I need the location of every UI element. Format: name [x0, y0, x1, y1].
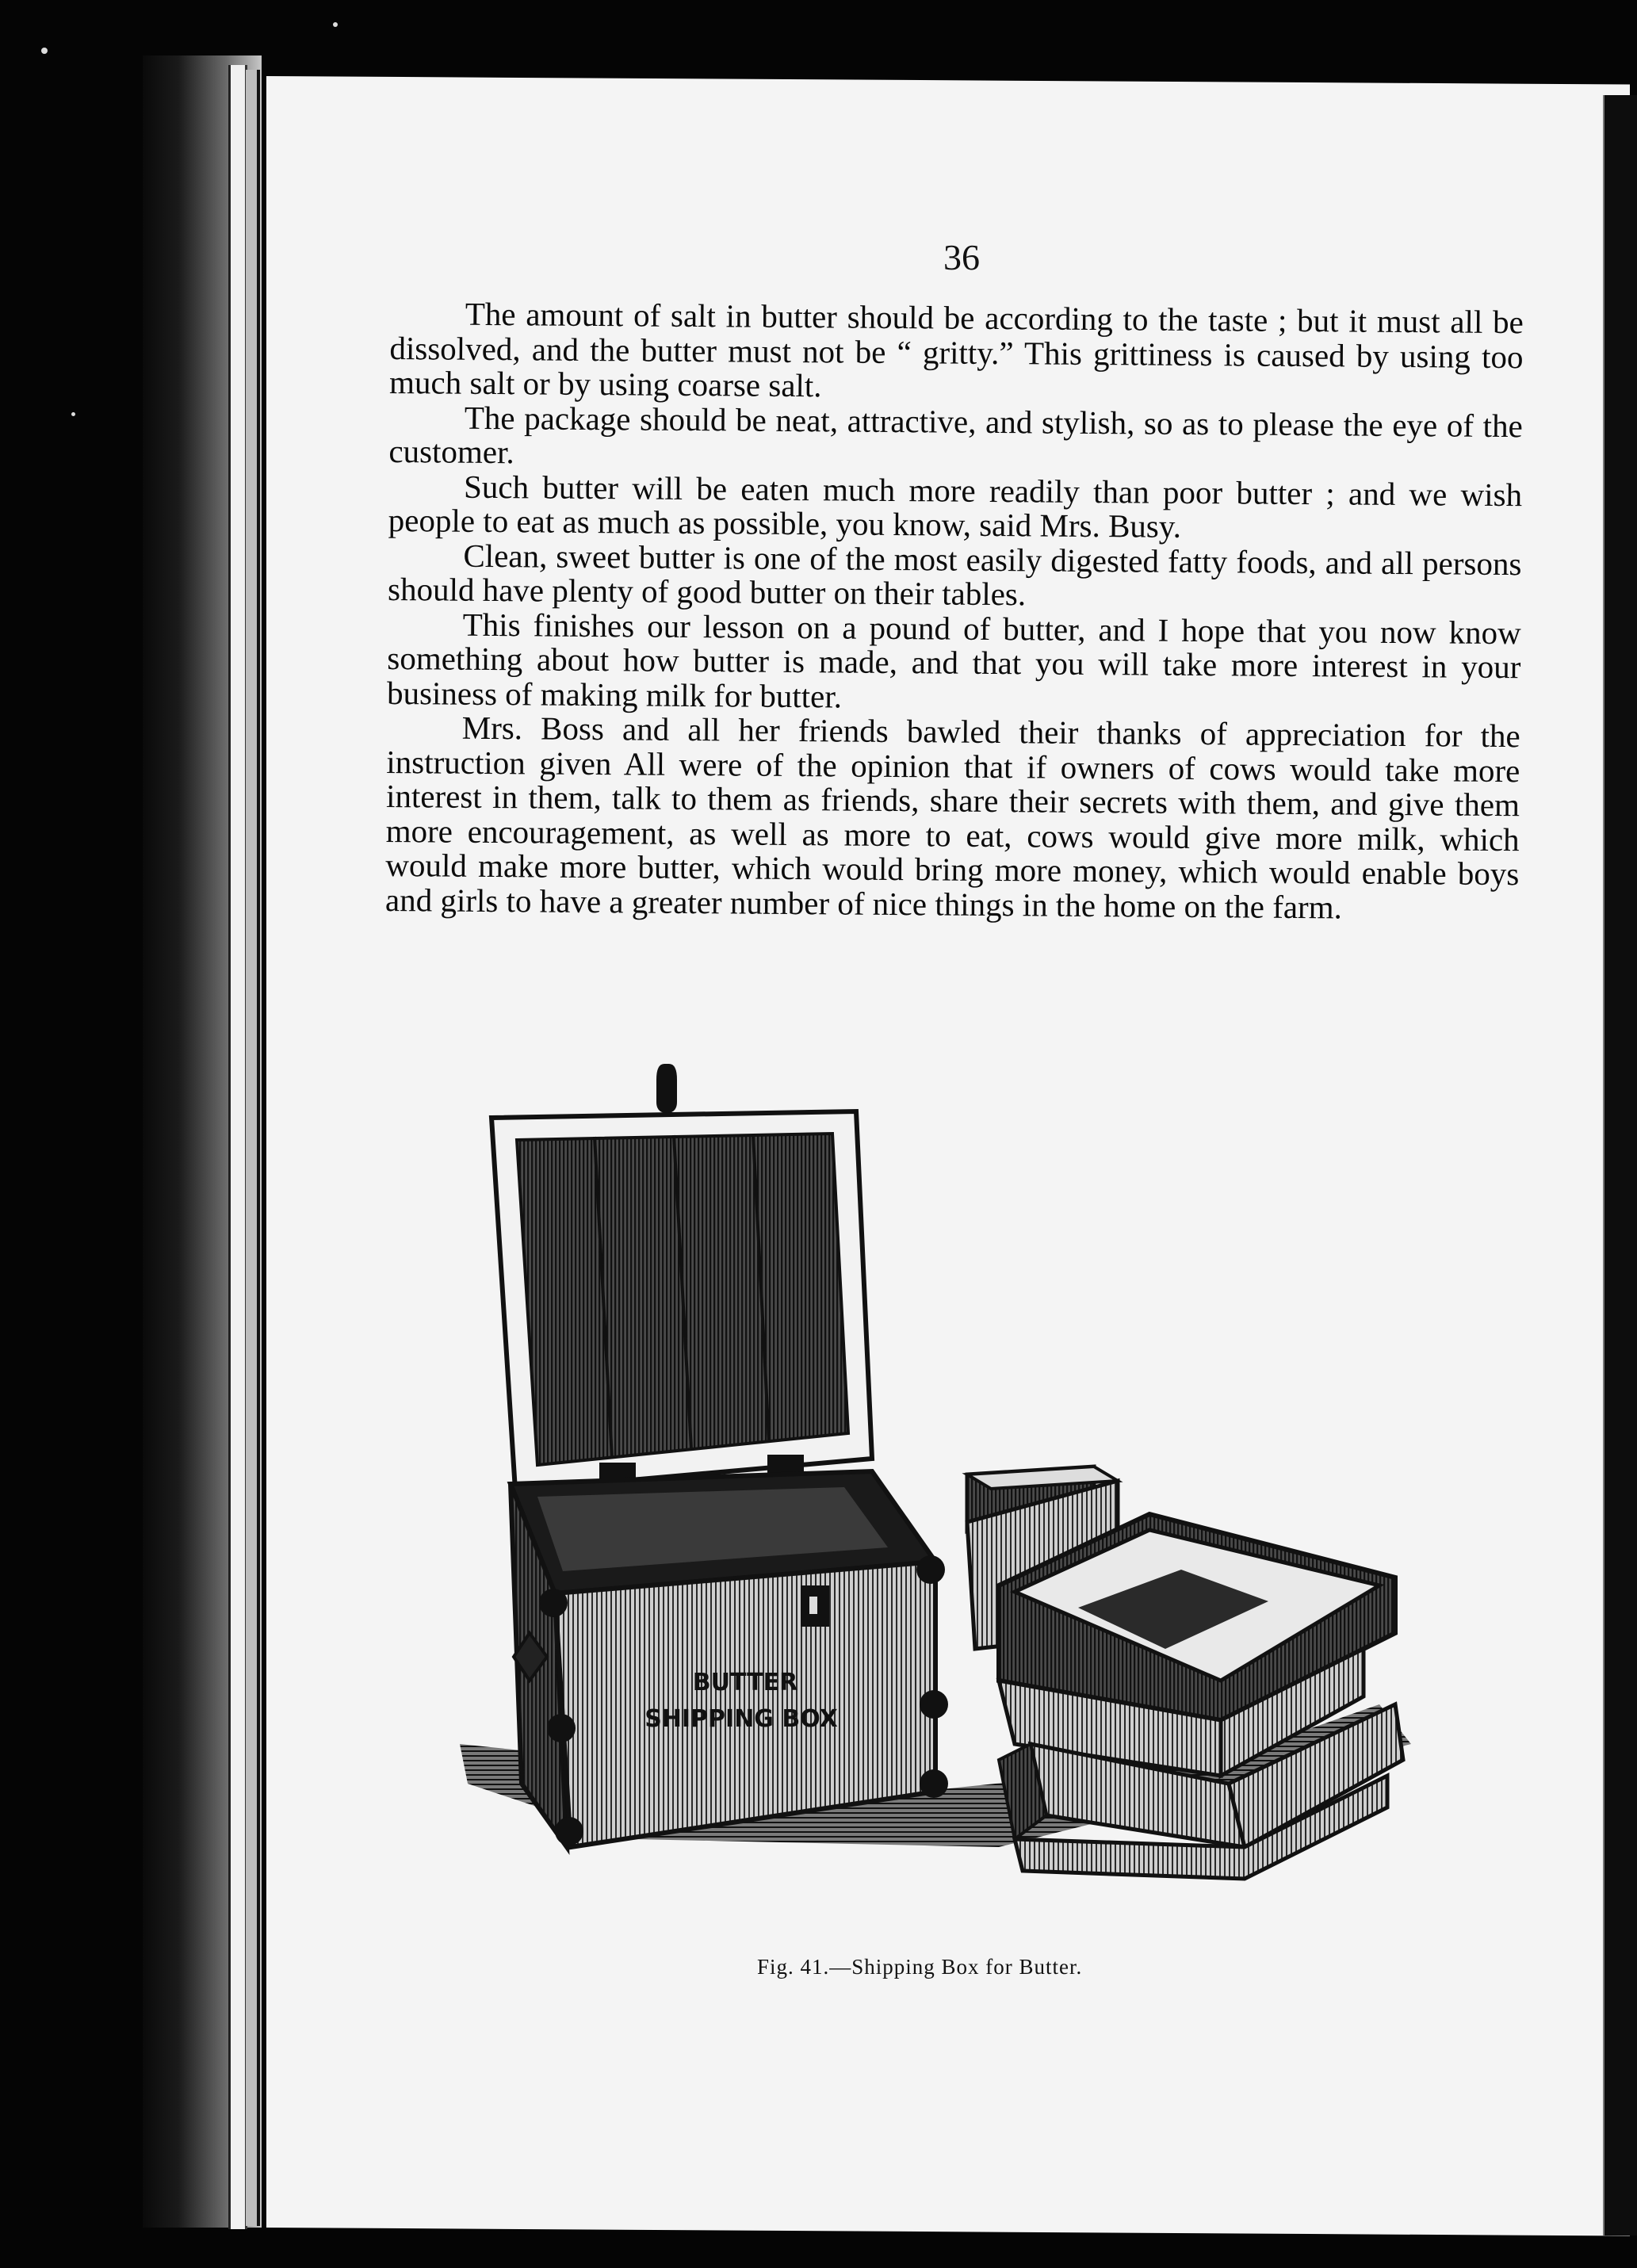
box-label-line2: SHIPPING BOX: [644, 1705, 838, 1733]
figure-caption: Fig. 41.—Shipping Box for Butter.: [757, 1955, 1083, 1979]
paragraph: Clean, sweet butter is one of the most easily digested fatty foods, and all persons should have plenty of good butter on their tables.: [387, 537, 1522, 613]
scan-speck: [41, 48, 48, 54]
box-label-line1: BUTTER: [692, 1669, 798, 1696]
lid-handle: [656, 1064, 677, 1113]
scan-speck: [333, 22, 338, 27]
paragraph: The amount of salt in butter should be according to the taste ; but it must all be dissolved, and the butter must not be “ gritty.” This grittiness is caused by using too much salt or by using coarse salt.: [388, 295, 1524, 404]
shipping-box-illustration: [444, 1046, 1443, 1942]
page-edge-strip: [228, 65, 247, 2229]
paragraph: Mrs. Boss and all her friends bawled their thanks of appreciation for the instruction given All were of the opinion that if owners of cows would take more interest in them, talk to them as friends, share their secrets with them, and give them more encouragement, as well as more to eat, cows would give more milk, which would make more butter, which would bring more money, which would enable boys and girls to have a greater number of nice things in the home on the farm.: [384, 709, 1520, 925]
page-number: 36: [943, 237, 980, 277]
scan-speck: [71, 412, 75, 416]
right-page-edge: [1603, 95, 1637, 2235]
paragraph: The package should be neat, attractive, and stylish, so as to please the eye of the customer.: [388, 399, 1523, 471]
paragraph: This finishes our lesson on a pound of butter, and I hope that you now know something about how butter is made, and that you will take more interest in your business of making milk for butter.: [386, 606, 1521, 714]
page-edge-shadow: [246, 70, 260, 2226]
body-text: [385, 296, 1524, 926]
paragraph: Such butter will be eaten much more readily than poor butter ; and we wish people to eat as much as possible, you know, said Mrs. Busy.: [388, 468, 1523, 545]
